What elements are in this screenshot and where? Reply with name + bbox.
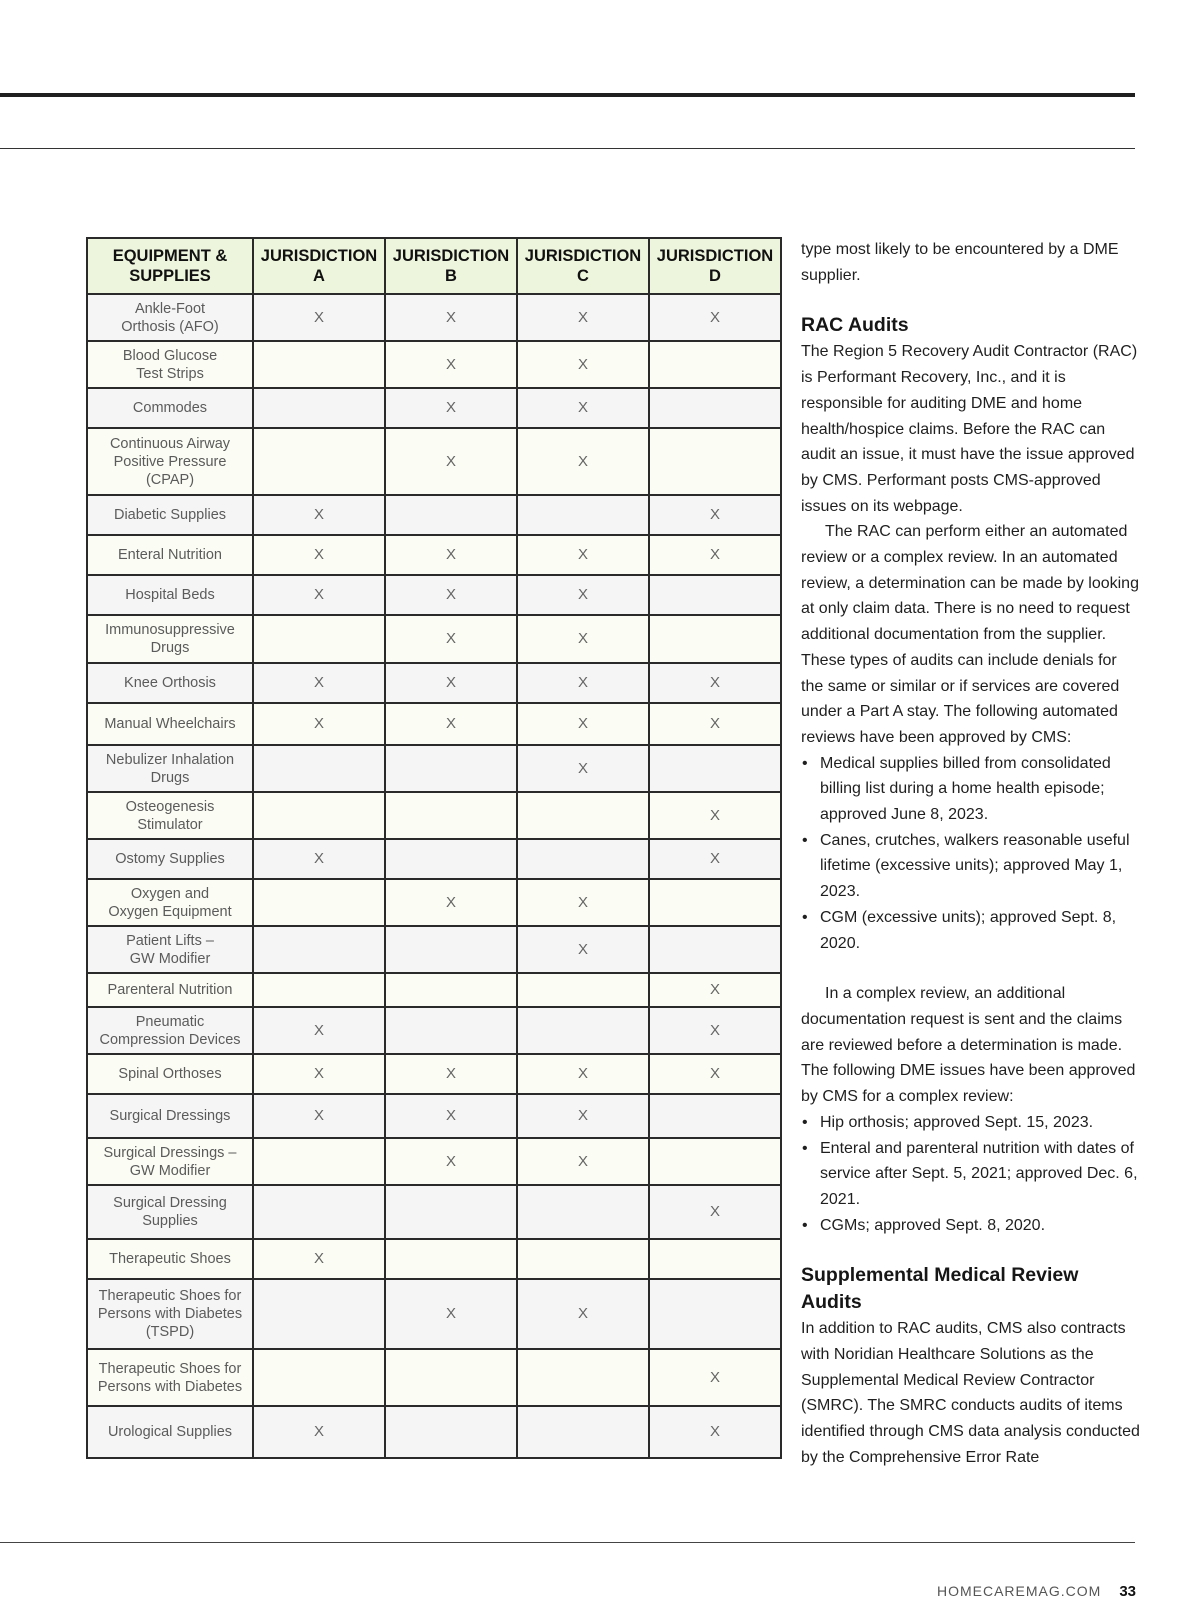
jurisdiction-c-cell	[517, 792, 649, 839]
footer-site: HOMECAREMAG.COM	[936, 1583, 1102, 1599]
jurisdiction-b-cell: X	[385, 388, 517, 428]
jurisdiction-c-cell	[517, 1185, 649, 1239]
jurisdiction-c-cell	[517, 1406, 649, 1458]
jurisdiction-a-cell	[253, 388, 385, 428]
table-row	[87, 1239, 781, 1279]
jurisdiction-c-cell: X	[517, 1138, 649, 1185]
jurisdiction-a-cell: X	[253, 663, 385, 703]
equipment-name-line: Spinal Orthoses	[118, 1066, 222, 1082]
table-row	[87, 839, 781, 879]
equipment-name-line: Persons with Diabetes	[97, 1378, 243, 1395]
equipment-name-line: Ostomy Supplies	[115, 851, 225, 867]
jurisdiction-d-cell: X	[649, 1349, 781, 1406]
rac-paragraph-2: The RAC can perform either an automated review or a complex review. In an automated review, a determination can be made by looking at only claim data. There is no need to request additional documentation from the supplier. These types of audits can include denials for the same or similar or if services are covered under a Part A stay. The following automated reviews have been approved by CMS:	[801, 523, 1139, 746]
jurisdiction-c-cell: X	[517, 1279, 649, 1349]
equipment-name-cell	[87, 294, 253, 341]
jurisdiction-d-cell	[649, 1138, 781, 1185]
smrc-heading: Supplemental Medical Review Audits	[801, 1264, 1079, 1314]
jurisdiction-c-cell: X	[517, 745, 649, 792]
jurisdiction-d-cell: X	[649, 839, 781, 879]
equipment-name-line: Surgical Dressings	[109, 1108, 231, 1124]
equipment-name-line: Compression Devices	[99, 1031, 241, 1048]
jurisdiction-a-cell: X	[253, 1239, 385, 1279]
jurisdiction-d-cell	[649, 1279, 781, 1349]
equipment-name-cell	[87, 745, 253, 792]
jurisdiction-c-cell: X	[517, 575, 649, 615]
list-item: • Medical supplies billed from consolidated billing list during a home health episode; approved June 8, 2023.	[801, 751, 1141, 828]
jurisdiction-b-cell	[385, 1185, 517, 1239]
jurisdiction-b-cell: X	[385, 575, 517, 615]
jurisdiction-c-cell: X	[517, 926, 649, 973]
jurisdiction-table	[86, 237, 782, 1459]
equipment-name-cell	[87, 879, 253, 926]
jurisdiction-d-cell: X	[649, 703, 781, 745]
jurisdiction-d-cell	[649, 388, 781, 428]
jurisdiction-a-cell: X	[253, 1054, 385, 1094]
jurisdiction-b-cell	[385, 973, 517, 1007]
jurisdiction-b-cell: X	[385, 1054, 517, 1094]
table-row	[87, 1279, 781, 1349]
page-footer	[0, 1583, 1136, 1600]
list-item: • Hip orthosis; approved Sept. 15, 2023.	[801, 1110, 1141, 1136]
table-row	[87, 1185, 781, 1239]
jurisdiction-d-cell	[649, 615, 781, 663]
jurisdiction-c-cell: X	[517, 703, 649, 745]
jurisdiction-b-cell: X	[385, 1279, 517, 1349]
jurisdiction-d-cell: X	[649, 1007, 781, 1054]
header-line: JURISDICTION	[524, 247, 642, 265]
jurisdiction-c-cell	[517, 839, 649, 879]
equipment-name-cell	[87, 792, 253, 839]
table-row	[87, 495, 781, 535]
header-rule-thin	[0, 148, 1135, 149]
jurisdiction-b-cell	[385, 1406, 517, 1458]
jurisdiction-d-cell: X	[649, 294, 781, 341]
jurisdiction-c-cell: X	[517, 1094, 649, 1138]
jurisdiction-c-cell: X	[517, 615, 649, 663]
equipment-name-line: Positive Pressure	[113, 453, 227, 470]
rac-paragraph-3: In a complex review, an additional documentation request is sent and the claims are reviewed before a determination is made. The following DME issues have been approved by CMS for a complex review:	[801, 985, 1136, 1106]
table-row	[87, 926, 781, 973]
jurisdiction-a-cell	[253, 973, 385, 1007]
header-line: B	[445, 267, 457, 285]
jurisdiction-a-cell	[253, 1185, 385, 1239]
equipment-name-cell	[87, 703, 253, 745]
jurisdiction-b-cell: X	[385, 428, 517, 495]
equipment-name-line: GW Modifier	[129, 950, 211, 967]
equipment-name-cell	[87, 1094, 253, 1138]
jurisdiction-a-cell	[253, 792, 385, 839]
equipment-name-cell	[87, 615, 253, 663]
jurisdiction-b-cell	[385, 745, 517, 792]
table-row	[87, 1349, 781, 1406]
jurisdiction-d-cell: X	[649, 495, 781, 535]
equipment-name-cell	[87, 341, 253, 388]
equipment-name-line: Knee Orthosis	[124, 675, 216, 691]
table-row	[87, 615, 781, 663]
jurisdiction-b-cell: X	[385, 879, 517, 926]
header-line: SUPPLIES	[129, 267, 211, 285]
equipment-name-line: GW Modifier	[129, 1162, 211, 1179]
equipment-name-cell	[87, 926, 253, 973]
table-row	[87, 973, 781, 1007]
jurisdiction-d-cell: X	[649, 663, 781, 703]
intro-text: type most likely to be encountered by a DME supplier.	[801, 241, 1119, 284]
table-row	[87, 1054, 781, 1094]
jurisdiction-a-cell: X	[253, 703, 385, 745]
jurisdiction-a-cell: X	[253, 575, 385, 615]
jurisdiction-c-cell: X	[517, 341, 649, 388]
header-line: JURISDICTION	[260, 247, 378, 265]
equipment-name-line: Orthosis (AFO)	[121, 318, 219, 335]
equipment-name-line: Surgical Dressing	[113, 1195, 227, 1211]
equipment-name-line: Test Strips	[136, 365, 204, 382]
jurisdiction-b-cell: X	[385, 615, 517, 663]
jurisdiction-b-cell	[385, 495, 517, 535]
equipment-name-line: Commodes	[132, 400, 208, 416]
jurisdiction-b-cell: X	[385, 535, 517, 575]
jurisdiction-d-cell: X	[649, 535, 781, 575]
jurisdiction-a-cell	[253, 1349, 385, 1406]
equipment-name-line: Osteogenesis	[125, 798, 215, 815]
header-line: JURISDICTION	[392, 247, 510, 265]
jurisdiction-d-cell	[649, 1094, 781, 1138]
table-row	[87, 535, 781, 575]
header-jurisdiction-b	[385, 238, 517, 294]
jurisdiction-a-cell	[253, 745, 385, 792]
jurisdiction-d-cell: X	[649, 1406, 781, 1458]
header-rule-thick	[0, 93, 1135, 97]
equipment-name-line: Drugs	[150, 640, 190, 656]
jurisdiction-b-cell	[385, 926, 517, 973]
equipment-name-line: Therapeutic Shoes	[109, 1251, 231, 1267]
jurisdiction-c-cell	[517, 495, 649, 535]
header-line: A	[313, 267, 325, 285]
jurisdiction-d-cell	[649, 428, 781, 495]
equipment-name-line: Patient Lifts –	[126, 932, 214, 949]
jurisdiction-a-cell: X	[253, 839, 385, 879]
table-row	[87, 703, 781, 745]
header-jurisdiction-a	[253, 238, 385, 294]
equipment-name-line: Oxygen Equipment	[108, 903, 232, 920]
equipment-name-line: Pneumatic	[135, 1013, 205, 1030]
jurisdiction-a-cell: X	[253, 1406, 385, 1458]
jurisdiction-c-cell: X	[517, 388, 649, 428]
footer-rule	[0, 1542, 1135, 1543]
jurisdiction-b-cell: X	[385, 294, 517, 341]
equipment-name-cell	[87, 1406, 253, 1458]
header-line: JURISDICTION	[656, 247, 774, 265]
header-equipment-supplies	[87, 238, 253, 294]
equipment-name-cell	[87, 1054, 253, 1094]
table-row	[87, 575, 781, 615]
jurisdiction-a-cell	[253, 1279, 385, 1349]
jurisdiction-c-cell: X	[517, 1054, 649, 1094]
jurisdiction-c-cell: X	[517, 663, 649, 703]
jurisdiction-c-cell: X	[517, 294, 649, 341]
equipment-name-cell	[87, 1349, 253, 1406]
jurisdiction-a-cell	[253, 615, 385, 663]
equipment-name-line: (TSPD)	[145, 1324, 195, 1340]
jurisdiction-d-cell	[649, 745, 781, 792]
jurisdiction-a-cell: X	[253, 1007, 385, 1054]
equipment-name-line: Nebulizer Inhalation	[105, 751, 235, 768]
jurisdiction-d-cell	[649, 879, 781, 926]
jurisdiction-a-cell: X	[253, 495, 385, 535]
jurisdiction-d-cell	[649, 1239, 781, 1279]
equipment-name-cell	[87, 388, 253, 428]
table-header-row	[87, 238, 781, 294]
table-body	[87, 294, 781, 1458]
jurisdiction-c-cell: X	[517, 428, 649, 495]
header-jurisdiction-d	[649, 238, 781, 294]
equipment-name-line: Ankle-Foot	[134, 300, 206, 317]
equipment-name-line: Urological Supplies	[107, 1424, 233, 1440]
table-row	[87, 792, 781, 839]
equipment-name-line: Diabetic Supplies	[113, 507, 227, 523]
equipment-name-line: Blood Glucose	[122, 347, 218, 364]
equipment-name-cell	[87, 535, 253, 575]
jurisdiction-c-cell	[517, 1239, 649, 1279]
jurisdiction-b-cell	[385, 792, 517, 839]
jurisdiction-a-cell	[253, 341, 385, 388]
jurisdiction-d-cell	[649, 575, 781, 615]
jurisdiction-d-cell	[649, 341, 781, 388]
equipment-name-cell	[87, 1279, 253, 1349]
jurisdiction-b-cell	[385, 1007, 517, 1054]
list-item: • CGM (excessive units); approved Sept. 8, 2020.	[801, 905, 1141, 956]
table-row	[87, 388, 781, 428]
jurisdiction-b-cell	[385, 1349, 517, 1406]
jurisdiction-c-cell: X	[517, 879, 649, 926]
jurisdiction-d-cell: X	[649, 1054, 781, 1094]
jurisdiction-d-cell	[649, 926, 781, 973]
equipment-name-line: Immunosuppressive	[105, 622, 235, 638]
list-item: • Canes, crutches, walkers reasonable useful lifetime (excessive units); approved May 1, 2023.	[801, 828, 1141, 905]
jurisdiction-a-cell: X	[253, 1094, 385, 1138]
header-jurisdiction-c	[517, 238, 649, 294]
table-row	[87, 1007, 781, 1054]
table-row	[87, 294, 781, 341]
automated-review-list	[801, 751, 1141, 957]
equipment-name-line: Oxygen and	[130, 885, 210, 902]
jurisdiction-d-cell: X	[649, 792, 781, 839]
jurisdiction-b-cell	[385, 1239, 517, 1279]
jurisdiction-b-cell	[385, 839, 517, 879]
equipment-name-line: Enteral Nutrition	[118, 547, 222, 563]
equipment-name-line: Supplies	[142, 1213, 198, 1229]
equipment-name-cell	[87, 1239, 253, 1279]
header-line: EQUIPMENT &	[112, 247, 228, 265]
jurisdiction-b-cell: X	[385, 703, 517, 745]
equipment-name-cell	[87, 495, 253, 535]
equipment-name-line: Drugs	[150, 769, 190, 786]
equipment-name-line: Continuous Airway	[109, 435, 231, 452]
equipment-name-line: Persons with Diabetes	[97, 1306, 243, 1322]
jurisdiction-d-cell: X	[649, 973, 781, 1007]
equipment-name-cell	[87, 1007, 253, 1054]
header-line: C	[577, 267, 589, 285]
table-row	[87, 341, 781, 388]
list-item: • CGMs; approved Sept. 8, 2020.	[801, 1213, 1141, 1239]
jurisdiction-b-cell: X	[385, 663, 517, 703]
jurisdiction-d-cell: X	[649, 1185, 781, 1239]
jurisdiction-c-cell	[517, 1007, 649, 1054]
table-row	[87, 1094, 781, 1138]
complex-review-list	[801, 1110, 1141, 1239]
list-item: • Enteral and parenteral nutrition with dates of service after Sept. 5, 2021; approved Dec. 6, 2021.	[801, 1136, 1141, 1213]
equipment-name-line: (CPAP)	[145, 471, 195, 488]
equipment-name-line: Therapeutic Shoes for	[98, 1288, 242, 1304]
table-row	[87, 1138, 781, 1185]
rac-audits-heading: RAC Audits	[801, 314, 909, 337]
header-line: D	[709, 267, 721, 285]
equipment-name-cell	[87, 663, 253, 703]
rac-paragraph-1: The Region 5 Recovery Audit Contractor (RAC) is Performant Recovery, Inc., and it is responsible for auditing DME and home health/hospice claims. Before the RAC can audit an issue, it must have the issue approved by CMS. Performant posts CMS-approved issues on its webpage.	[801, 343, 1138, 515]
table-row	[87, 428, 781, 495]
equipment-name-cell	[87, 428, 253, 495]
equipment-name-cell	[87, 575, 253, 615]
jurisdiction-a-cell: X	[253, 535, 385, 575]
jurisdiction-a-cell	[253, 926, 385, 973]
jurisdiction-b-cell: X	[385, 1138, 517, 1185]
jurisdiction-a-cell	[253, 879, 385, 926]
equipment-name-line: Parenteral Nutrition	[107, 982, 233, 998]
page-number: 33	[1119, 1583, 1136, 1600]
smrc-paragraph-1: In addition to RAC audits, CMS also contracts with Noridian Healthcare Solutions as the Supplemental Medical Review Contractor (SMRC). The SMRC conducts audits of items identified through CMS data analysis conducted by the Comprehensive Error Rate	[801, 1320, 1140, 1466]
equipment-name-line: Surgical Dressings –	[103, 1144, 237, 1161]
jurisdiction-c-cell	[517, 1349, 649, 1406]
table-row	[87, 879, 781, 926]
equipment-name-cell	[87, 1185, 253, 1239]
jurisdiction-a-cell	[253, 428, 385, 495]
jurisdiction-b-cell: X	[385, 341, 517, 388]
equipment-name-cell	[87, 1138, 253, 1185]
equipment-name-cell	[87, 839, 253, 879]
jurisdiction-c-cell: X	[517, 535, 649, 575]
equipment-name-line: Manual Wheelchairs	[104, 716, 236, 732]
equipment-name-line: Hospital Beds	[125, 587, 215, 603]
equipment-name-line: Stimulator	[137, 816, 203, 833]
table-row	[87, 745, 781, 792]
equipment-name-cell	[87, 973, 253, 1007]
equipment-name-line: Therapeutic Shoes for	[98, 1360, 242, 1377]
table-row	[87, 663, 781, 703]
jurisdiction-c-cell	[517, 973, 649, 1007]
jurisdiction-a-cell: X	[253, 294, 385, 341]
jurisdiction-b-cell: X	[385, 1094, 517, 1138]
article-column	[801, 237, 1141, 1471]
table-row	[87, 1406, 781, 1458]
jurisdiction-a-cell	[253, 1138, 385, 1185]
